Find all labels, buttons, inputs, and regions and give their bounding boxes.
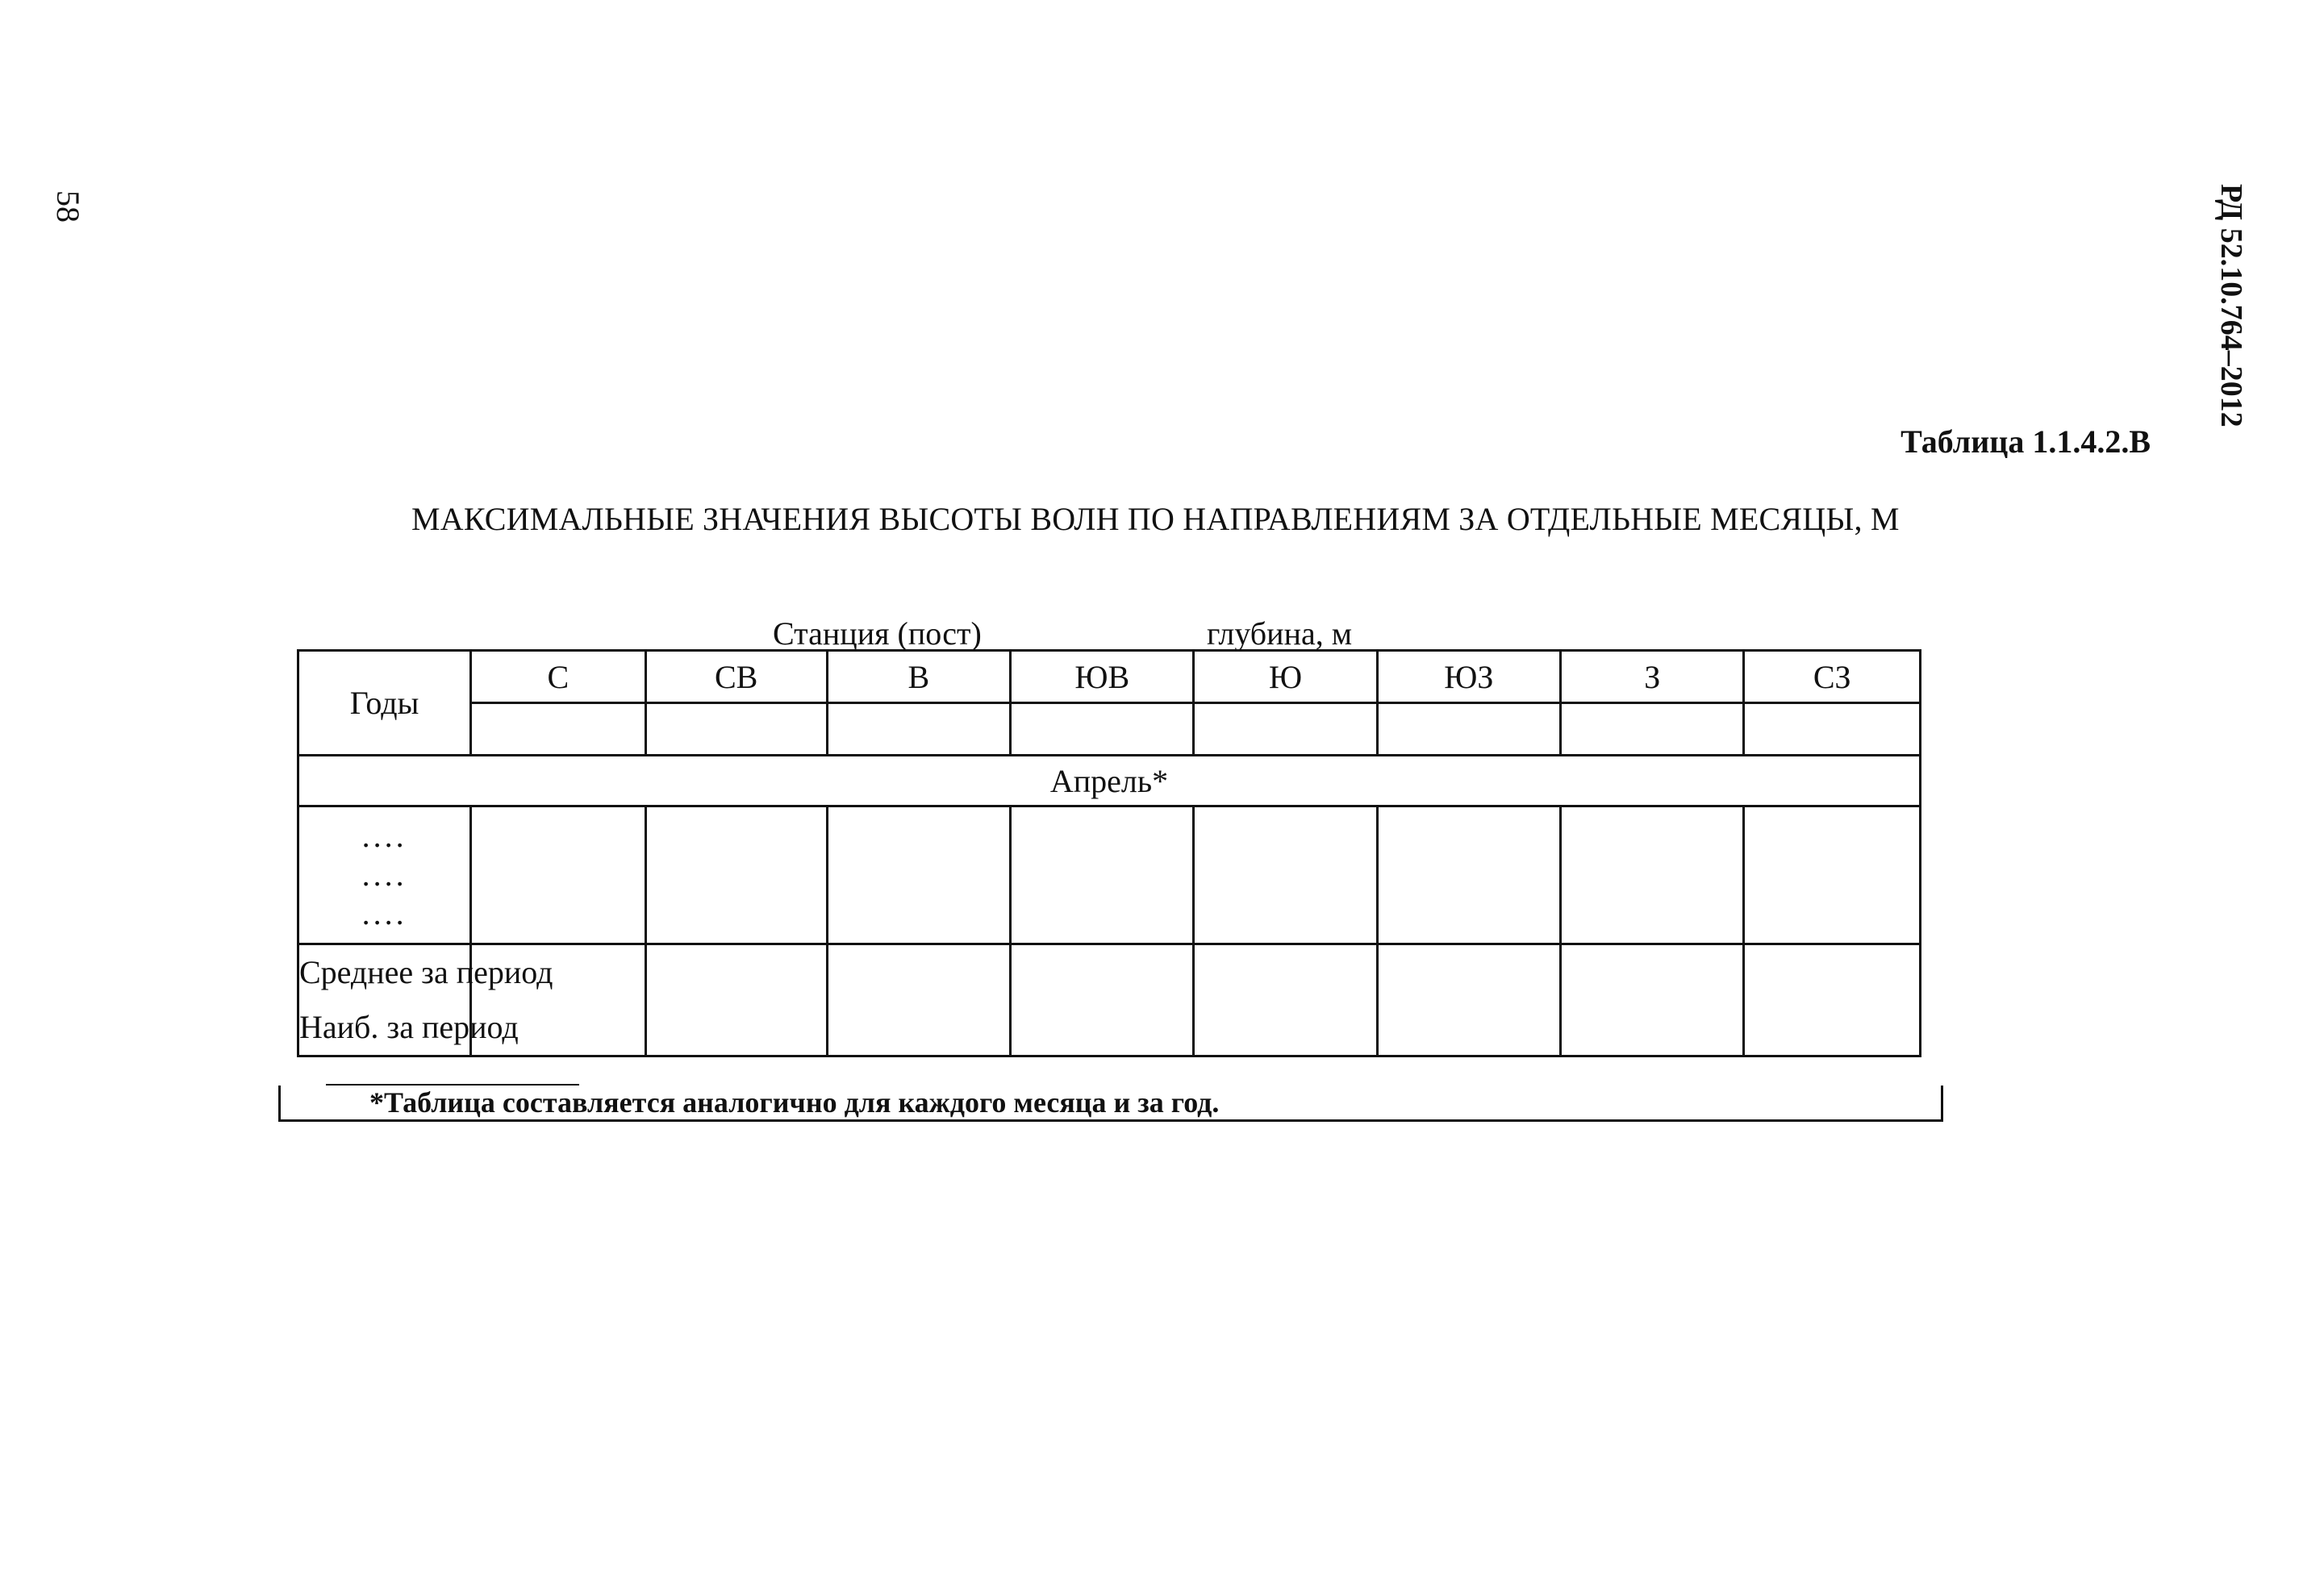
table-cell [1377,703,1560,756]
table-cell [1561,703,1744,756]
mean-label: Среднее за период [299,954,553,990]
header-row [298,651,1921,703]
direction-header-n: С [471,651,645,703]
table-cell [1011,806,1194,944]
depth-label: глубина, м [1207,615,1353,652]
table-cell [827,806,1010,944]
table-cell [1194,806,1377,944]
table-cell [645,944,827,1056]
direction-header-s: Ю [1194,651,1377,703]
table-cell [1744,703,1921,756]
stats-label-cell [298,944,553,1056]
years-header: Годы [298,651,471,756]
direction-header-w: З [1561,651,1744,703]
direction-header-se: ЮВ [1011,651,1194,703]
table-cell [471,703,645,756]
years-ellipsis-cell [298,806,471,944]
table-cell [471,806,645,944]
table-cell [1561,806,1744,944]
direction-header-sw: ЮЗ [1377,651,1560,703]
years-data-row [298,806,1921,944]
ellipsis-1: .... [361,818,407,854]
table-cell [1194,703,1377,756]
table-cell [1011,703,1194,756]
ellipsis-3: .... [361,895,407,931]
ellipsis-2: .... [361,856,407,893]
stats-row [298,944,1921,1056]
table-number: Таблица 1.1.4.2.В [1901,423,2151,460]
month-label: Апрель* [298,756,1921,806]
table-cell [1011,944,1194,1056]
table-cell [1194,944,1377,1056]
month-row [298,756,1921,806]
table-cell [827,703,1010,756]
table-cell [1377,806,1560,944]
table-cell [645,703,827,756]
table-cell [1561,944,1744,1056]
document-code: РД 52.10.764–2012 [2214,184,2248,427]
page-number: 58 [50,190,86,223]
direction-header-e: В [827,651,1010,703]
max-label: Наиб. за период [299,1009,519,1045]
table-cell [1377,944,1560,1056]
wave-height-table [297,649,1921,1057]
direction-header-nw: СЗ [1744,651,1921,703]
direction-header-ne: СВ [645,651,827,703]
footnote: *Таблица составляется аналогично для каждого месяца и за год. [369,1086,1220,1119]
table-cell [827,944,1010,1056]
header-subrow [298,703,1921,756]
table-cell [1744,944,1921,1056]
table-cell [1744,806,1921,944]
table-title: МАКСИМАЛЬНЫЕ ЗНАЧЕНИЯ ВЫСОТЫ ВОЛН ПО НАПРАВЛЕНИЯМ ЗА ОТДЕЛЬНЫЕ МЕСЯЦЫ, М [411,501,1900,537]
station-label: Станция (пост) [773,615,982,652]
table-cell [645,806,827,944]
